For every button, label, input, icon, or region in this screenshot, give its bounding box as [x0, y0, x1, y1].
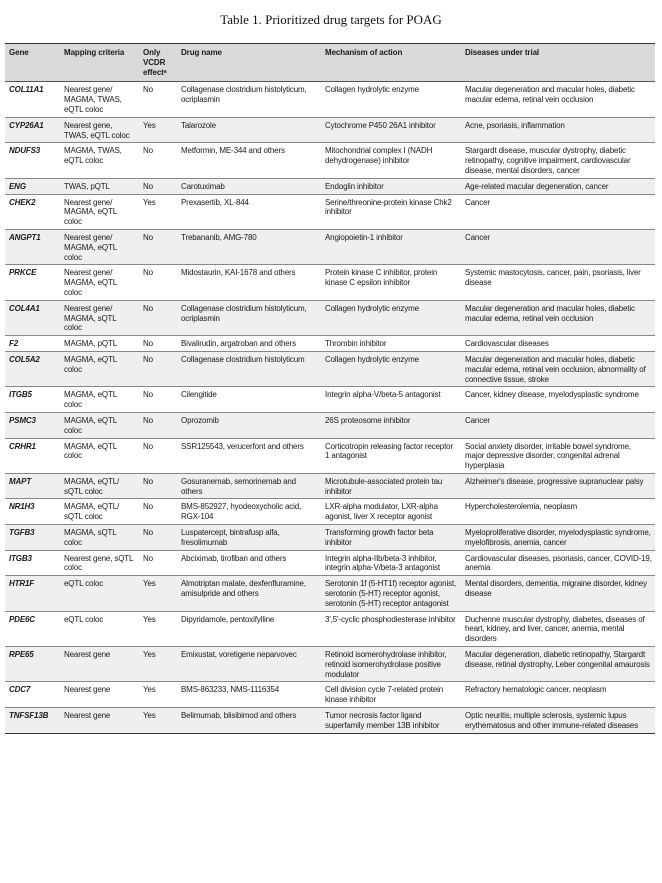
cell-mechanism: Collagen hydrolytic enzyme	[321, 351, 461, 386]
cell-mapping-criteria: MAGMA, eQTL coloc	[60, 412, 139, 438]
cell-drug-name: Collagenase clostridium histolyticum, ocriplasmin	[177, 82, 321, 117]
cell-gene: ANGPT1	[5, 229, 60, 264]
cell-vcdr-effect: No	[139, 229, 177, 264]
cell-gene: PDE6C	[5, 611, 60, 646]
cell-mechanism: Integrin alpha-V/beta-5 antagonist	[321, 387, 461, 413]
cell-mechanism: Endoglin inhibitor	[321, 178, 461, 194]
cell-drug-name: Carotuximab	[177, 178, 321, 194]
cell-mapping-criteria: MAGMA, pQTL	[60, 336, 139, 352]
cell-vcdr-effect: Yes	[139, 576, 177, 611]
table-row	[5, 117, 655, 143]
cell-vcdr-effect: No	[139, 412, 177, 438]
cell-mapping-criteria: Nearest gene, sQTL coloc	[60, 550, 139, 576]
table-row	[5, 300, 655, 335]
cell-vcdr-effect: No	[139, 336, 177, 352]
cell-diseases: Cancer	[461, 412, 655, 438]
cell-vcdr-effect: Yes	[139, 682, 177, 708]
cell-diseases: Age-related macular degeneration, cancer	[461, 178, 655, 194]
cell-drug-name: Trebananib, AMG-780	[177, 229, 321, 264]
cell-vcdr-effect: No	[139, 82, 177, 117]
cell-mapping-criteria: MAGMA, TWAS, eQTL coloc	[60, 143, 139, 178]
cell-drug-name: Dipyridamole, pentoxifylline	[177, 611, 321, 646]
cell-mechanism: Microtubule-associated protein tau inhibitor	[321, 473, 461, 499]
cell-vcdr-effect: No	[139, 351, 177, 386]
cell-gene: PSMC3	[5, 412, 60, 438]
cell-mechanism: Cytochrome P450 26A1 inhibitor	[321, 117, 461, 143]
cell-gene: MAPT	[5, 473, 60, 499]
cell-mapping-criteria: Nearest gene, TWAS, eQTL coloc	[60, 117, 139, 143]
cell-mapping-criteria: MAGMA, sQTL coloc	[60, 525, 139, 551]
cell-drug-name: Metformin, ME-344 and others	[177, 143, 321, 178]
table-row	[5, 576, 655, 611]
cell-gene: NR1H3	[5, 499, 60, 525]
cell-drug-name: Belimumab, blisibimod and others	[177, 708, 321, 734]
cell-mapping-criteria: TWAS, pQTL	[60, 178, 139, 194]
cell-mechanism: Serotonin 1f (5-HT1f) receptor agonist, serotonin (5-HT) receptor agonist, serotonin (5-HT) receptor antagonist	[321, 576, 461, 611]
cell-drug-name: Talarozole	[177, 117, 321, 143]
cell-gene: ITGB3	[5, 550, 60, 576]
cell-drug-name: Bivalirudin, argatroban and others	[177, 336, 321, 352]
cell-diseases: Macular degeneration, diabetic retinopathy, Stargardt disease, retinal dystrophy, Leber congenital amaurosis	[461, 647, 655, 682]
cell-mechanism: Transforming growth factor beta inhibitor	[321, 525, 461, 551]
cell-vcdr-effect: Yes	[139, 611, 177, 646]
cell-mapping-criteria: Nearest gene	[60, 647, 139, 682]
cell-mechanism: 3',5'-cyclic phosphodiesterase inhibitor	[321, 611, 461, 646]
table-row	[5, 550, 655, 576]
cell-mapping-criteria: MAGMA, eQTL coloc	[60, 351, 139, 386]
cell-diseases: Cancer	[461, 229, 655, 264]
cell-drug-name: BMS-863233, NMS-1116354	[177, 682, 321, 708]
cell-mechanism: Collagen hydrolytic enzyme	[321, 82, 461, 117]
cell-mapping-criteria: Nearest gene	[60, 708, 139, 734]
cell-mechanism: Serine/threonine-protein kinase Chk2 inhibitor	[321, 194, 461, 229]
cell-diseases: Macular degeneration and macular holes, diabetic macular edema, retinal vein occlusion, abnormality of connective tissue, stroke	[461, 351, 655, 386]
cell-drug-name: Oprozomib	[177, 412, 321, 438]
table-body	[5, 82, 655, 733]
header-row	[5, 44, 655, 82]
cell-mechanism: LXR-alpha modulator, LXR-alpha agonist, liver X receptor agonist	[321, 499, 461, 525]
table-row	[5, 194, 655, 229]
cell-diseases: Cancer, kidney disease, myelodysplastic syndrome	[461, 387, 655, 413]
cell-gene: RPE65	[5, 647, 60, 682]
cell-mapping-criteria: Nearest gene/ MAGMA, eQTL coloc	[60, 265, 139, 300]
cell-mapping-criteria: Nearest gene	[60, 682, 139, 708]
cell-mapping-criteria: Nearest gene/ MAGMA, eQTL coloc	[60, 194, 139, 229]
table-row	[5, 143, 655, 178]
table-row	[5, 708, 655, 734]
cell-drug-name: Luspatercept, bintrafusp alfa, fresolimumab	[177, 525, 321, 551]
header-diseases: Diseases under trial	[461, 44, 655, 82]
cell-diseases: Cardiovascular diseases, psoriasis, cancer, COVID-19, anemia	[461, 550, 655, 576]
cell-mechanism: Protein kinase C inhibitor, protein kinase C epsilon inhibitor	[321, 265, 461, 300]
cell-diseases: Mental disorders, dementia, migraine disorder, kidney disease	[461, 576, 655, 611]
cell-drug-name: Abciximab, tirofiban and others	[177, 550, 321, 576]
header-mapping-criteria: Mapping criteria	[60, 44, 139, 82]
cell-mapping-criteria: MAGMA, eQTL coloc	[60, 438, 139, 473]
table-row	[5, 82, 655, 117]
cell-mapping-criteria: Nearest gene/ MAGMA, sQTL coloc	[60, 300, 139, 335]
cell-diseases: Optic neuritis, multiple sclerosis, systemic lupus erythematosus and other immune-related diseases	[461, 708, 655, 734]
table-row	[5, 412, 655, 438]
cell-gene: NDUFS3	[5, 143, 60, 178]
table-row	[5, 682, 655, 708]
cell-gene: F2	[5, 336, 60, 352]
table-row	[5, 351, 655, 386]
cell-diseases: Social anxiety disorder, irritable bowel syndrome, major depressive disorder, congenital adrenal hyperplasia	[461, 438, 655, 473]
cell-gene: COL4A1	[5, 300, 60, 335]
cell-gene: COL11A1	[5, 82, 60, 117]
cell-gene: CYP26A1	[5, 117, 60, 143]
table-row	[5, 229, 655, 264]
cell-drug-name: BMS-852927, hyodeoxycholic acid, RGX-104	[177, 499, 321, 525]
cell-diseases: Duchenne muscular dystrophy, diabetes, diseases of heart, kidney, and liver, cancer, anemia, mental disorders	[461, 611, 655, 646]
cell-vcdr-effect: No	[139, 300, 177, 335]
cell-diseases: Stargardt disease, muscular dystrophy, diabetic retinopathy, cognitive impairment, cardiovascular disease, mental disorders, cancer	[461, 143, 655, 178]
cell-vcdr-effect: No	[139, 438, 177, 473]
header-drug-name: Drug name	[177, 44, 321, 82]
cell-mechanism: Corticotropin releasing factor receptor 1 antagonist	[321, 438, 461, 473]
table-row	[5, 387, 655, 413]
cell-drug-name: Almotriptan malate, dexfenfluramine, amisulpride and others	[177, 576, 321, 611]
cell-diseases: Cardiovascular diseases	[461, 336, 655, 352]
cell-gene: TGFB3	[5, 525, 60, 551]
table-row	[5, 499, 655, 525]
table-row	[5, 525, 655, 551]
cell-gene: ENG	[5, 178, 60, 194]
table-row	[5, 647, 655, 682]
header-vcdr-footnote-mark: a	[163, 68, 167, 75]
table-row	[5, 265, 655, 300]
cell-diseases: Macular degeneration and macular holes, diabetic macular edema, retinal vein occlusion	[461, 300, 655, 335]
cell-gene: CRHR1	[5, 438, 60, 473]
cell-drug-name: Cilengitide	[177, 387, 321, 413]
cell-mapping-criteria: Nearest gene/ MAGMA, TWAS, eQTL coloc	[60, 82, 139, 117]
cell-gene: PRKCE	[5, 265, 60, 300]
cell-diseases: Hypercholesterolemia, neoplasm	[461, 499, 655, 525]
cell-mapping-criteria: eQTL coloc	[60, 576, 139, 611]
cell-gene: HTR1F	[5, 576, 60, 611]
header-vcdr-label: Only VCDR effect	[143, 48, 166, 77]
cell-vcdr-effect: Yes	[139, 117, 177, 143]
cell-mapping-criteria: MAGMA, eQTL/ sQTL coloc	[60, 499, 139, 525]
table-row	[5, 336, 655, 352]
table-title: Table 1. Prioritized drug targets for POAG	[220, 12, 442, 27]
cell-vcdr-effect: No	[139, 143, 177, 178]
cell-mechanism: Retinoid isomerohydrolase inhibitor, retinoid isomerohydrolase positive modulator	[321, 647, 461, 682]
cell-diseases: Macular degeneration and macular holes, diabetic macular edema, retinal vein occlusion	[461, 82, 655, 117]
cell-diseases: Myeloproliferative disorder, myelodysplastic syndrome, myelofibrosis, anemia, cancer	[461, 525, 655, 551]
cell-mechanism: 26S proteosome inhibitor	[321, 412, 461, 438]
cell-vcdr-effect: Yes	[139, 708, 177, 734]
cell-mapping-criteria: MAGMA, eQTL coloc	[60, 387, 139, 413]
header-mechanism: Mechanism of action	[321, 44, 461, 82]
cell-mapping-criteria: MAGMA, eQTL/ sQTL coloc	[60, 473, 139, 499]
cell-vcdr-effect: No	[139, 550, 177, 576]
cell-drug-name: SSR125543, verucerfont and others	[177, 438, 321, 473]
cell-gene: CDC7	[5, 682, 60, 708]
cell-mechanism: Collagen hydrolytic enzyme	[321, 300, 461, 335]
cell-mechanism: Tumor necrosis factor ligand superfamily member 13B inhibitor	[321, 708, 461, 734]
cell-vcdr-effect: No	[139, 525, 177, 551]
cell-drug-name: Emixustat, voretigene neparvovec	[177, 647, 321, 682]
cell-drug-name: Collagenase clostridium histolyticum, ocriplasmin	[177, 300, 321, 335]
cell-gene: ITGB5	[5, 387, 60, 413]
table-row	[5, 473, 655, 499]
cell-drug-name: Collagenase clostridium histolyticum	[177, 351, 321, 386]
cell-diseases: Cancer	[461, 194, 655, 229]
cell-diseases: Alzheimer's disease, progressive supranuclear palsy	[461, 473, 655, 499]
cell-vcdr-effect: No	[139, 473, 177, 499]
cell-mapping-criteria: Nearest gene/ MAGMA, eQTL coloc	[60, 229, 139, 264]
cell-mechanism: Angiopoietin-1 inhibitor	[321, 229, 461, 264]
cell-drug-name: Prexasertib, XL-844	[177, 194, 321, 229]
table-row	[5, 438, 655, 473]
cell-gene: COL5A2	[5, 351, 60, 386]
cell-drug-name: Midostaurin, KAI-1678 and others	[177, 265, 321, 300]
cell-mapping-criteria: eQTL coloc	[60, 611, 139, 646]
cell-vcdr-effect: No	[139, 265, 177, 300]
cell-vcdr-effect: No	[139, 178, 177, 194]
cell-vcdr-effect: Yes	[139, 194, 177, 229]
cell-gene: TNFSF13B	[5, 708, 60, 734]
cell-vcdr-effect: Yes	[139, 647, 177, 682]
cell-mechanism: Mitochondrial complex I (NADH dehydrogenase) inhibitor	[321, 143, 461, 178]
cell-gene: CHEK2	[5, 194, 60, 229]
cell-vcdr-effect: No	[139, 499, 177, 525]
header-gene: Gene	[5, 44, 60, 82]
cell-mechanism: Thrombin inhibitor	[321, 336, 461, 352]
cell-vcdr-effect: No	[139, 387, 177, 413]
table-row	[5, 611, 655, 646]
cell-mechanism: Integrin alpha-IIb/beta-3 inhibitor, integrin alpha-V/beta-3 antagonist	[321, 550, 461, 576]
cell-diseases: Acne, psoriasis, inflammation	[461, 117, 655, 143]
cell-drug-name: Gosuranemab, semorinemab and others	[177, 473, 321, 499]
cell-diseases: Systemic mastocytosis, cancer, pain, psoriasis, liver disease	[461, 265, 655, 300]
drug-targets-table	[5, 43, 655, 734]
table-row	[5, 178, 655, 194]
cell-diseases: Refractory hematologic cancer, neoplasm	[461, 682, 655, 708]
cell-mechanism: Cell division cycle 7-related protein kinase inhibitor	[321, 682, 461, 708]
header-vcdr-effect	[139, 44, 177, 82]
